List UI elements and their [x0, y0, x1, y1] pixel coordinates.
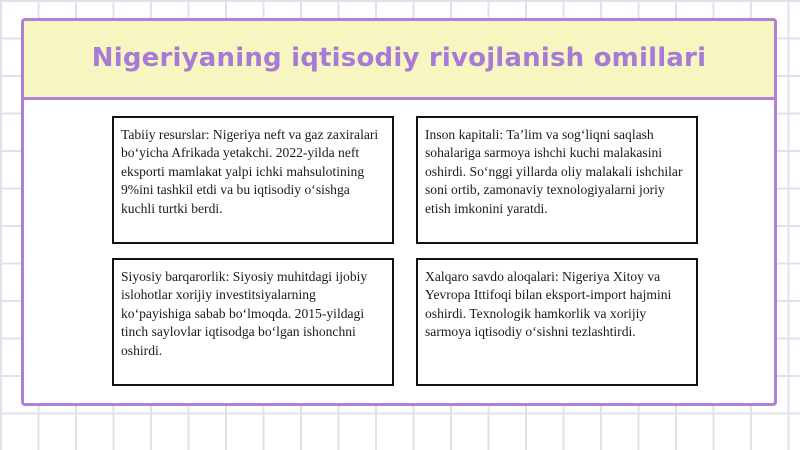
slide-title: Nigeriyaning iqtisodiy rivojlanish omillari: [91, 43, 707, 73]
factor-card-text: Tabiiy resurslar: Nigeriya neft va gaz zaxiralari bo‘yicha Afrikada yetakchi. 2022-yilda neft eksporti mamlakat yalpi ichki mahsulotining 9%ini tashkil etdi va bu iqtisodiy o‘sishga kuchli turtki berdi.: [121, 127, 379, 216]
factor-card-human-capital: [416, 116, 698, 244]
factor-card-text: Xalqaro savdo aloqalari: Nigeriya Xitoy va Yevropa Ittifoqi bilan eksport-import hajmini oshirdi. Texnologik hamkorlik va xorijiy sarmoya iqtisodiy o‘sishni tezlashtirdi.: [425, 269, 672, 340]
factor-card-text: Siyosiy barqarorlik: Siyosiy muhitdagi ijobiy islohotlar xorijiy investitsiyalarning ko‘payishiga sabab bo‘lmoqda. 2015-yildagi tinch saylovlar iqtisodga bo‘lgan ishonchni oshirdi.: [121, 269, 368, 358]
factor-card-political-stability: [112, 258, 394, 386]
title-band: [24, 21, 774, 100]
slide-frame: [21, 18, 777, 406]
factor-card-natural-resources: [112, 116, 394, 244]
factor-card-international-trade: [416, 258, 698, 386]
factor-card-text: Inson kapitali: Ta’lim va sog‘liqni saqlash sohalariga sarmoya ishchi kuchi malakasini oshirdi. So‘nggi yillarda oliy malakali ishchilar soni ortib, zamonaviy texnologiyalarni joriy etish imkonini yaratdi.: [425, 127, 683, 216]
